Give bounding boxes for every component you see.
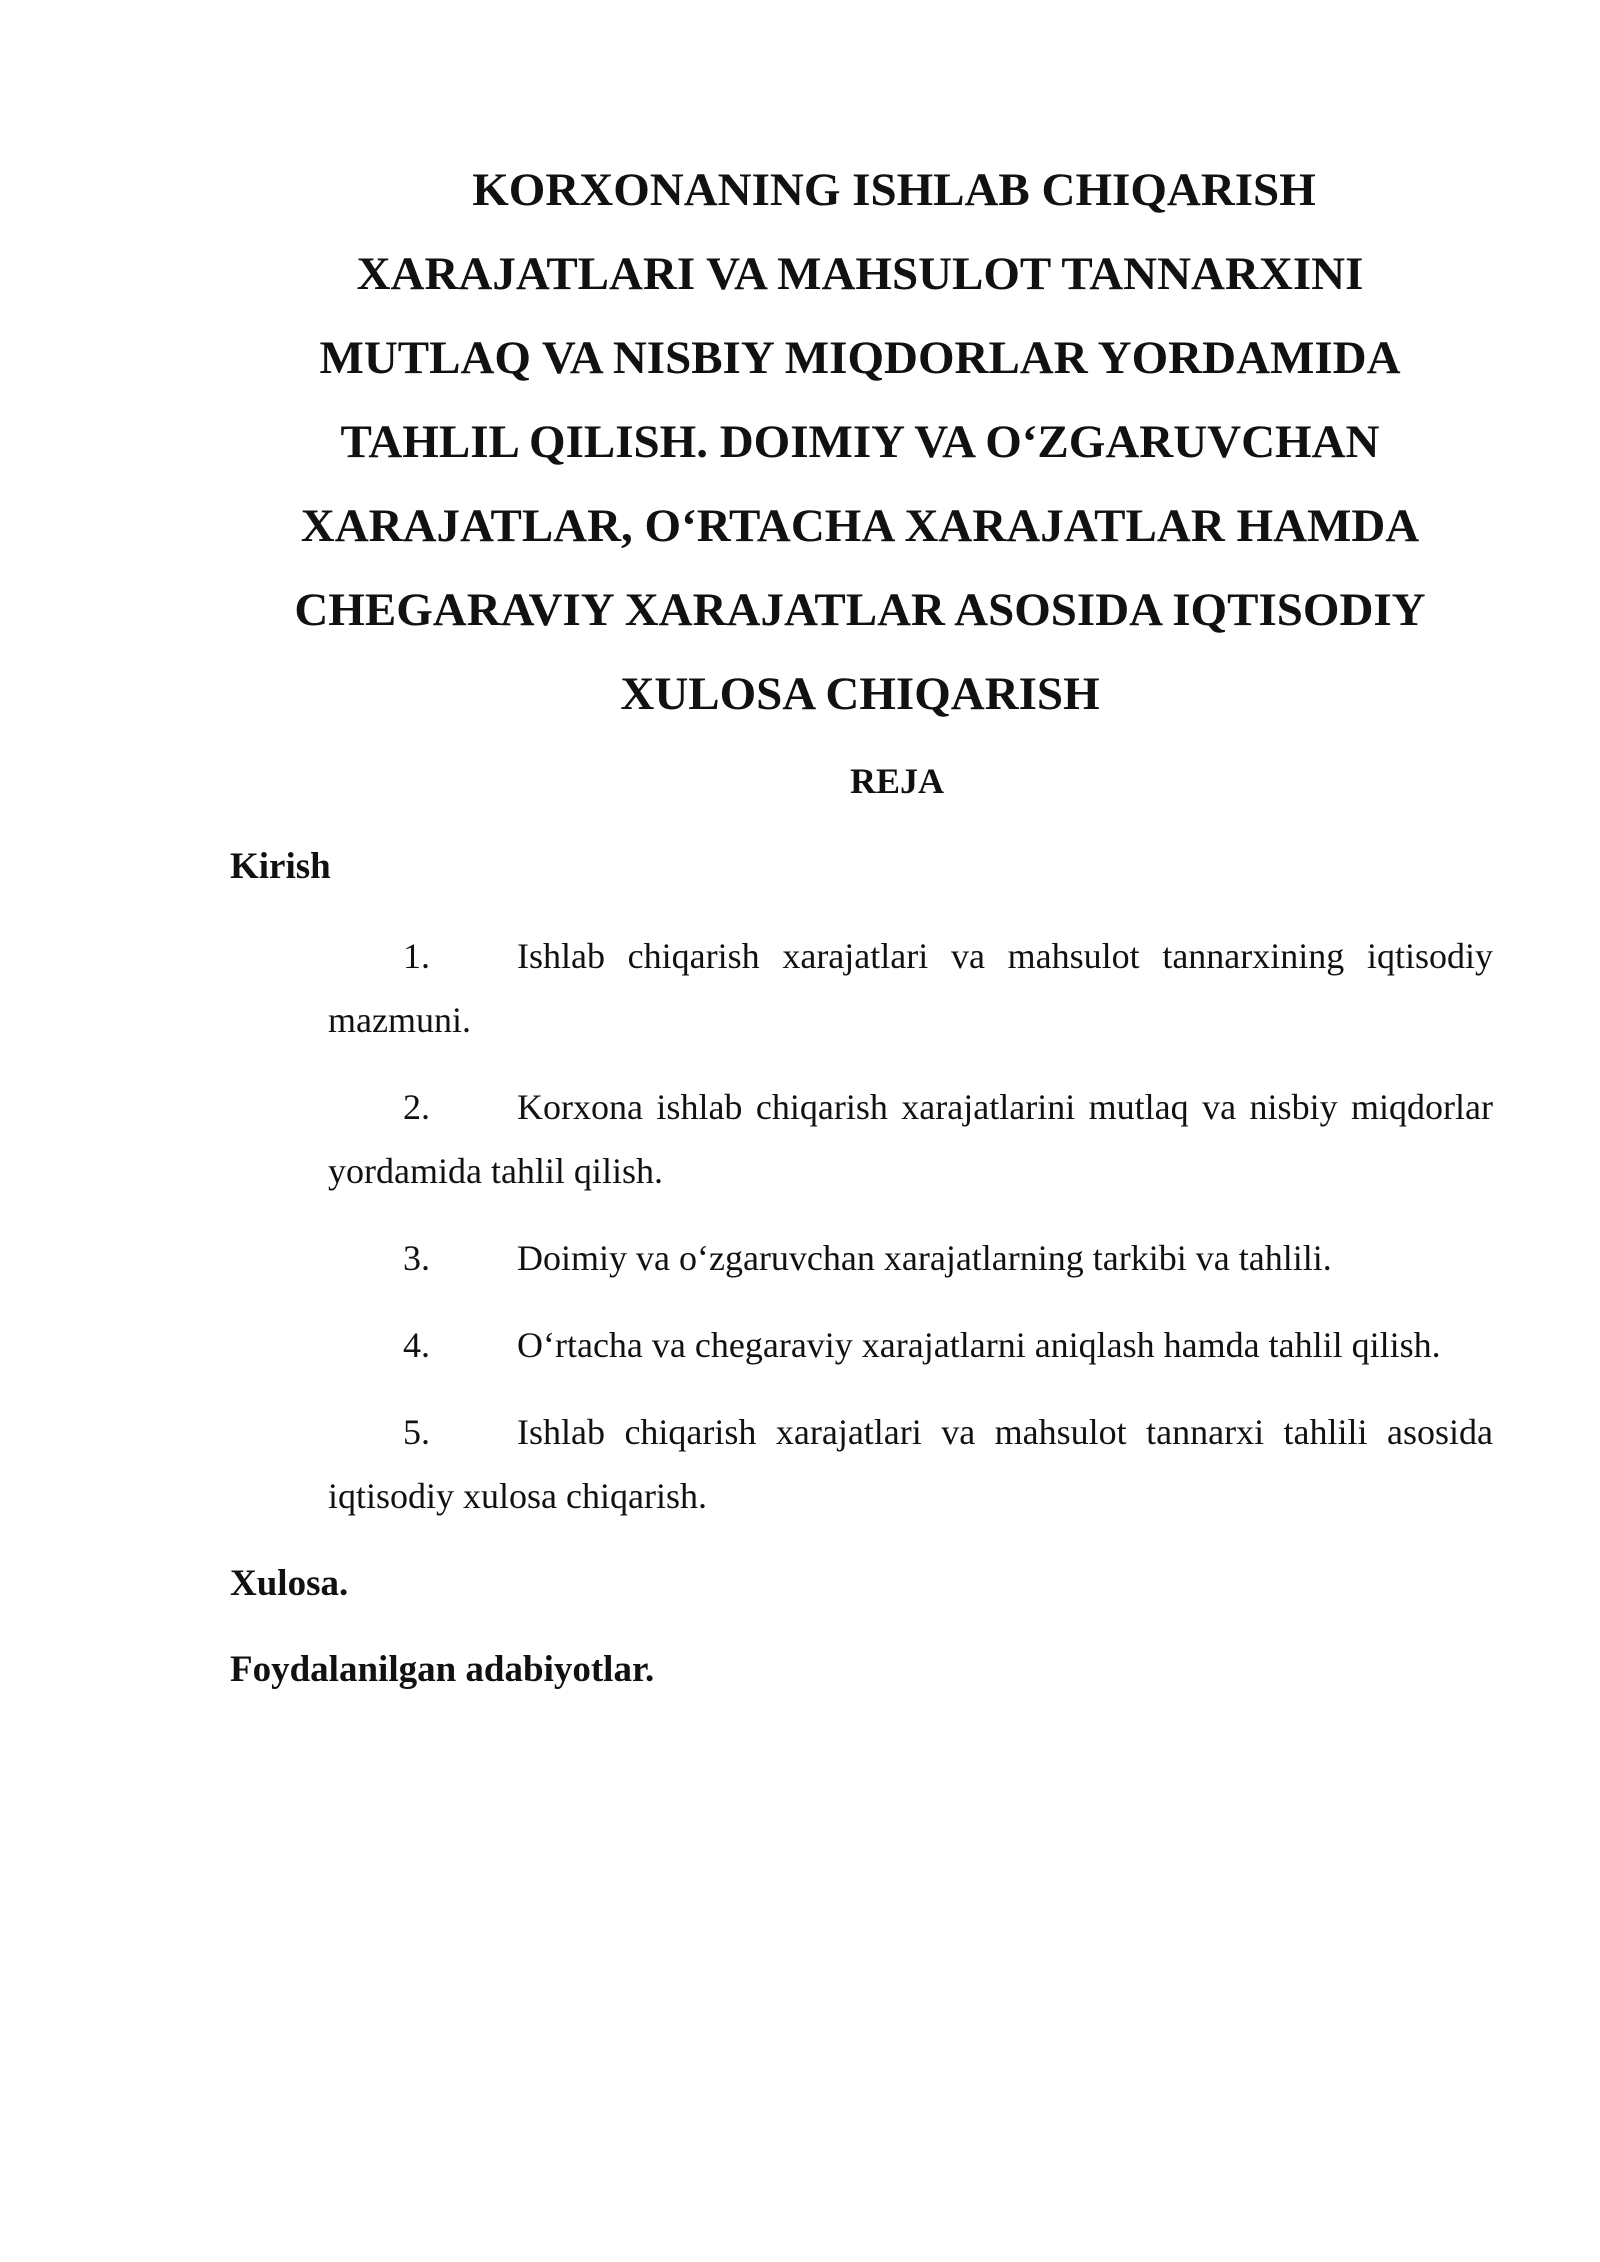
title-line: XULOSA CHIQARISH <box>620 668 1100 720</box>
document-title <box>250 148 1470 736</box>
title-line: TAHLIL QILISH. DOIMIY VA O‘ZGARUVCHAN <box>340 416 1380 468</box>
title-line: CHEGARAVIY XARAJATLAR ASOSIDA IQTISODIY <box>294 584 1426 636</box>
plan-item <box>328 1226 1493 1290</box>
plan-item-continuation: mazmuni. <box>328 1000 471 1040</box>
plan-item <box>328 924 1493 1052</box>
plan-item-continuation: iqtisodiy xulosa chiqarish. <box>328 1476 707 1516</box>
plan-item-text: Doimiy va o‘zgaruvchan xarajatlarning tarkibi va tahlili. <box>517 1238 1332 1278</box>
title-line: MUTLAQ VA NISBIY MIQDORLAR YORDAMIDA <box>319 332 1401 384</box>
conclusion-heading: Xulosa. <box>230 1563 349 1604</box>
plan-item <box>328 1075 1493 1203</box>
plan-item-continuation: yordamida tahlil qilish. <box>328 1151 663 1191</box>
plan-item-text: O‘rtacha va chegaraviy xarajatlarni aniqlash hamda tahlil qilish. <box>517 1325 1441 1365</box>
plan-item-number: 4. <box>403 1325 430 1365</box>
plan-item-text: Ishlab chiqarish xarajatlari va mahsulot tannarxining iqtisodiy <box>517 936 1493 976</box>
references-heading: Foydalanilgan adabiyotlar. <box>230 1649 655 1690</box>
plan-item-number: 1. <box>403 936 430 976</box>
plan-item-number: 5. <box>403 1412 430 1452</box>
plan-item <box>328 1313 1493 1377</box>
plan-item-text: Korxona ishlab chiqarish xarajatlarini mutlaq va nisbiy miqdorlar <box>517 1087 1493 1127</box>
title-line: KORXONANING ISHLAB CHIQARISH <box>472 164 1316 216</box>
plan-item-number: 3. <box>403 1238 430 1278</box>
plan-item <box>328 1400 1493 1528</box>
plan-item-text: Ishlab chiqarish xarajatlari va mahsulot tannarxi tahlili asosida <box>517 1412 1493 1452</box>
title-line: XARAJATLARI VA MAHSULOT TANNARXINI <box>356 248 1364 300</box>
plan-item-number: 2. <box>403 1087 430 1127</box>
title-line: XARAJATLAR, O‘RTACHA XARAJATLAR HAMDA <box>300 500 1420 552</box>
plan-heading: REJA <box>850 761 945 801</box>
intro-heading: Kirish <box>230 846 331 887</box>
